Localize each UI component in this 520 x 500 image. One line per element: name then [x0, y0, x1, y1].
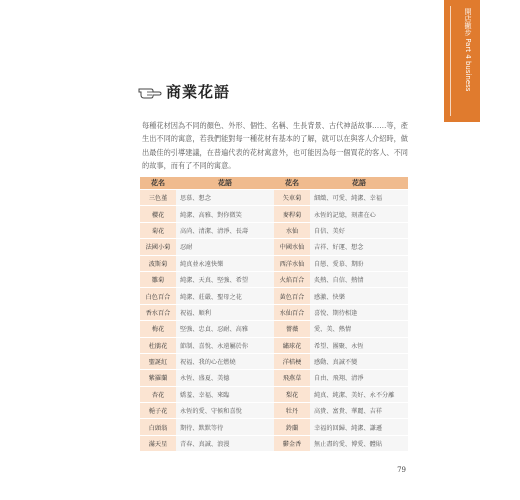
flower-name-cell: 水仙 [274, 223, 310, 238]
flower-name-cell: 香水百合 [140, 305, 176, 320]
intro-paragraph: 每種花材因為不同的顏色、外形、個性、名稱、生長背景、古代神話故事……等，產生出不同的寓意，若我們能對每一種花材有基本的了解，就可以在與客人介紹時，做出最佳的引導建議，在普遍代表的花材寓意外，也可能因為每一個買花的客人、不同的故事，而有了不同的寓意。 [142, 121, 408, 170]
flower-meaning-cell: 細緻、可愛、純潔、幸福 [310, 190, 408, 205]
page-number: 79 [397, 466, 406, 474]
flower-meaning-cell: 純潔、天真、堅強、希望 [176, 272, 274, 287]
table-row [140, 338, 408, 353]
header-flower-meaning-right: 花語 [310, 177, 408, 189]
flower-meaning-cell: 純潔、莊嚴、聖母之花 [176, 288, 274, 303]
flower-meaning-cell: 自戀、愛慕、期盼 [310, 256, 408, 271]
flower-meaning-cell: 吉祥、好運、想念 [310, 239, 408, 254]
flower-name-cell: 梅花 [140, 321, 176, 336]
flower-meaning-cell: 希望、團聚、永恆 [310, 338, 408, 353]
flower-meaning-cell: 幸福的回歸、純潔、謙遜 [310, 419, 408, 434]
flower-name-cell: 櫻花 [140, 206, 176, 221]
table-row [140, 387, 408, 402]
flower-meaning-cell: 節制、喜悅、永遠屬於你 [176, 338, 274, 353]
flower-meaning-cell: 自由、飛翔、清淨 [310, 370, 408, 385]
side-tab-divider [450, 6, 451, 116]
table-row [140, 190, 408, 205]
flower-meaning-cell: 永恆的愛、守候和喜悅 [176, 403, 274, 418]
flower-meaning-cell: 高尚、清潔、清淨、長壽 [176, 223, 274, 238]
table-row [140, 223, 408, 238]
flower-meaning-cell: 無止盡的愛、博愛、體貼 [310, 436, 408, 451]
flower-name-cell: 梨花 [274, 387, 310, 402]
table-row [140, 403, 408, 418]
flower-meaning-cell: 永恆、盛夏、美德 [176, 370, 274, 385]
table-row [140, 354, 408, 369]
table-row [140, 206, 408, 221]
flower-name-cell: 繡球花 [274, 338, 310, 353]
flower-meaning-cell: 高貴、富貴、華麗、吉祥 [310, 403, 408, 418]
flower-name-cell: 薔薇 [274, 321, 310, 336]
pointing-hand-icon [138, 85, 162, 99]
flower-name-cell: 中國水仙 [274, 239, 310, 254]
table-row [140, 370, 408, 385]
header-flower-meaning-left: 花語 [176, 177, 274, 189]
side-tab-label: 開店撇步 Part 4 business [464, 8, 472, 92]
flower-meaning-cell: 純潔、高雅、對你微笑 [176, 206, 274, 221]
flower-name-cell: 聖誕紅 [140, 354, 176, 369]
flower-name-cell: 白頭翁 [140, 419, 176, 434]
flower-meaning-cell: 嬌羞、幸福、來臨 [176, 387, 274, 402]
flower-meaning-cell: 永恆的記憶，刻畫在心 [310, 206, 408, 221]
flower-name-cell: 火焰百合 [274, 272, 310, 287]
table-row [140, 239, 408, 254]
section-heading [138, 81, 230, 102]
flower-meaning-cell: 喜悅、期待相逢 [310, 305, 408, 320]
table-row [140, 436, 408, 451]
flower-meaning-cell: 自信、美好 [310, 223, 408, 238]
table-row [140, 305, 408, 320]
flower-meaning-cell: 愛、美、熱情 [310, 321, 408, 336]
flower-name-cell: 水仙百合 [274, 305, 310, 320]
flower-name-cell: 鈴蘭 [274, 419, 310, 434]
flower-meaning-cell: 祝福、順利 [176, 305, 274, 320]
flower-name-cell: 滿天星 [140, 436, 176, 451]
flower-language-table [140, 176, 408, 452]
chapter-side-tab [444, 0, 480, 122]
flower-name-cell: 洋桔梗 [274, 354, 310, 369]
flower-meaning-cell: 堅強、忠貞、忍耐、高雅 [176, 321, 274, 336]
flower-name-cell: 梔子花 [140, 403, 176, 418]
table-row [140, 288, 408, 303]
section-title: 商業花語 [166, 83, 231, 101]
flower-meaning-cell: 期待、默默等待 [176, 419, 274, 434]
table-body [140, 190, 408, 451]
flower-meaning-cell: 青春、真誠、浪漫 [176, 436, 274, 451]
flower-name-cell: 西洋水仙 [274, 256, 310, 271]
flower-name-cell: 法國小菊 [140, 239, 176, 254]
flower-meaning-cell: 思慕、想念 [176, 190, 274, 205]
flower-name-cell: 飛燕草 [274, 370, 310, 385]
flower-meaning-cell: 感激、快樂 [310, 288, 408, 303]
flower-name-cell: 杜鵑花 [140, 338, 176, 353]
header-flower-name-right: 花名 [274, 177, 310, 189]
flower-name-cell: 麥稈菊 [274, 206, 310, 221]
flower-name-cell: 杏花 [140, 387, 176, 402]
table-row [140, 272, 408, 287]
flower-name-cell: 牡丹 [274, 403, 310, 418]
flower-name-cell: 雛菊 [140, 272, 176, 287]
flower-meaning-cell: 感動、真誠不變 [310, 354, 408, 369]
flower-name-cell: 鬱金香 [274, 436, 310, 451]
flower-meaning-cell: 炙熱、自信、熱情 [310, 272, 408, 287]
flower-name-cell: 紫羅蘭 [140, 370, 176, 385]
flower-name-cell: 矢車菊 [274, 190, 310, 205]
flower-meaning-cell: 祝福、我的心在燃燒 [176, 354, 274, 369]
table-row [140, 321, 408, 336]
flower-meaning-cell: 純真並永遠快樂 [176, 256, 274, 271]
flower-name-cell: 白色百合 [140, 288, 176, 303]
flower-meaning-cell: 純真、純潔、美好、永不分離 [310, 387, 408, 402]
flower-meaning-cell: 忍耐 [176, 239, 274, 254]
table-row [140, 256, 408, 271]
table-header-row [140, 177, 408, 189]
flower-name-cell: 三色堇 [140, 190, 176, 205]
flower-name-cell: 菊花 [140, 223, 176, 238]
flower-name-cell: 黃色百合 [274, 288, 310, 303]
table-row [140, 419, 408, 434]
flower-name-cell: 波斯菊 [140, 256, 176, 271]
header-flower-name-left: 花名 [140, 177, 176, 189]
